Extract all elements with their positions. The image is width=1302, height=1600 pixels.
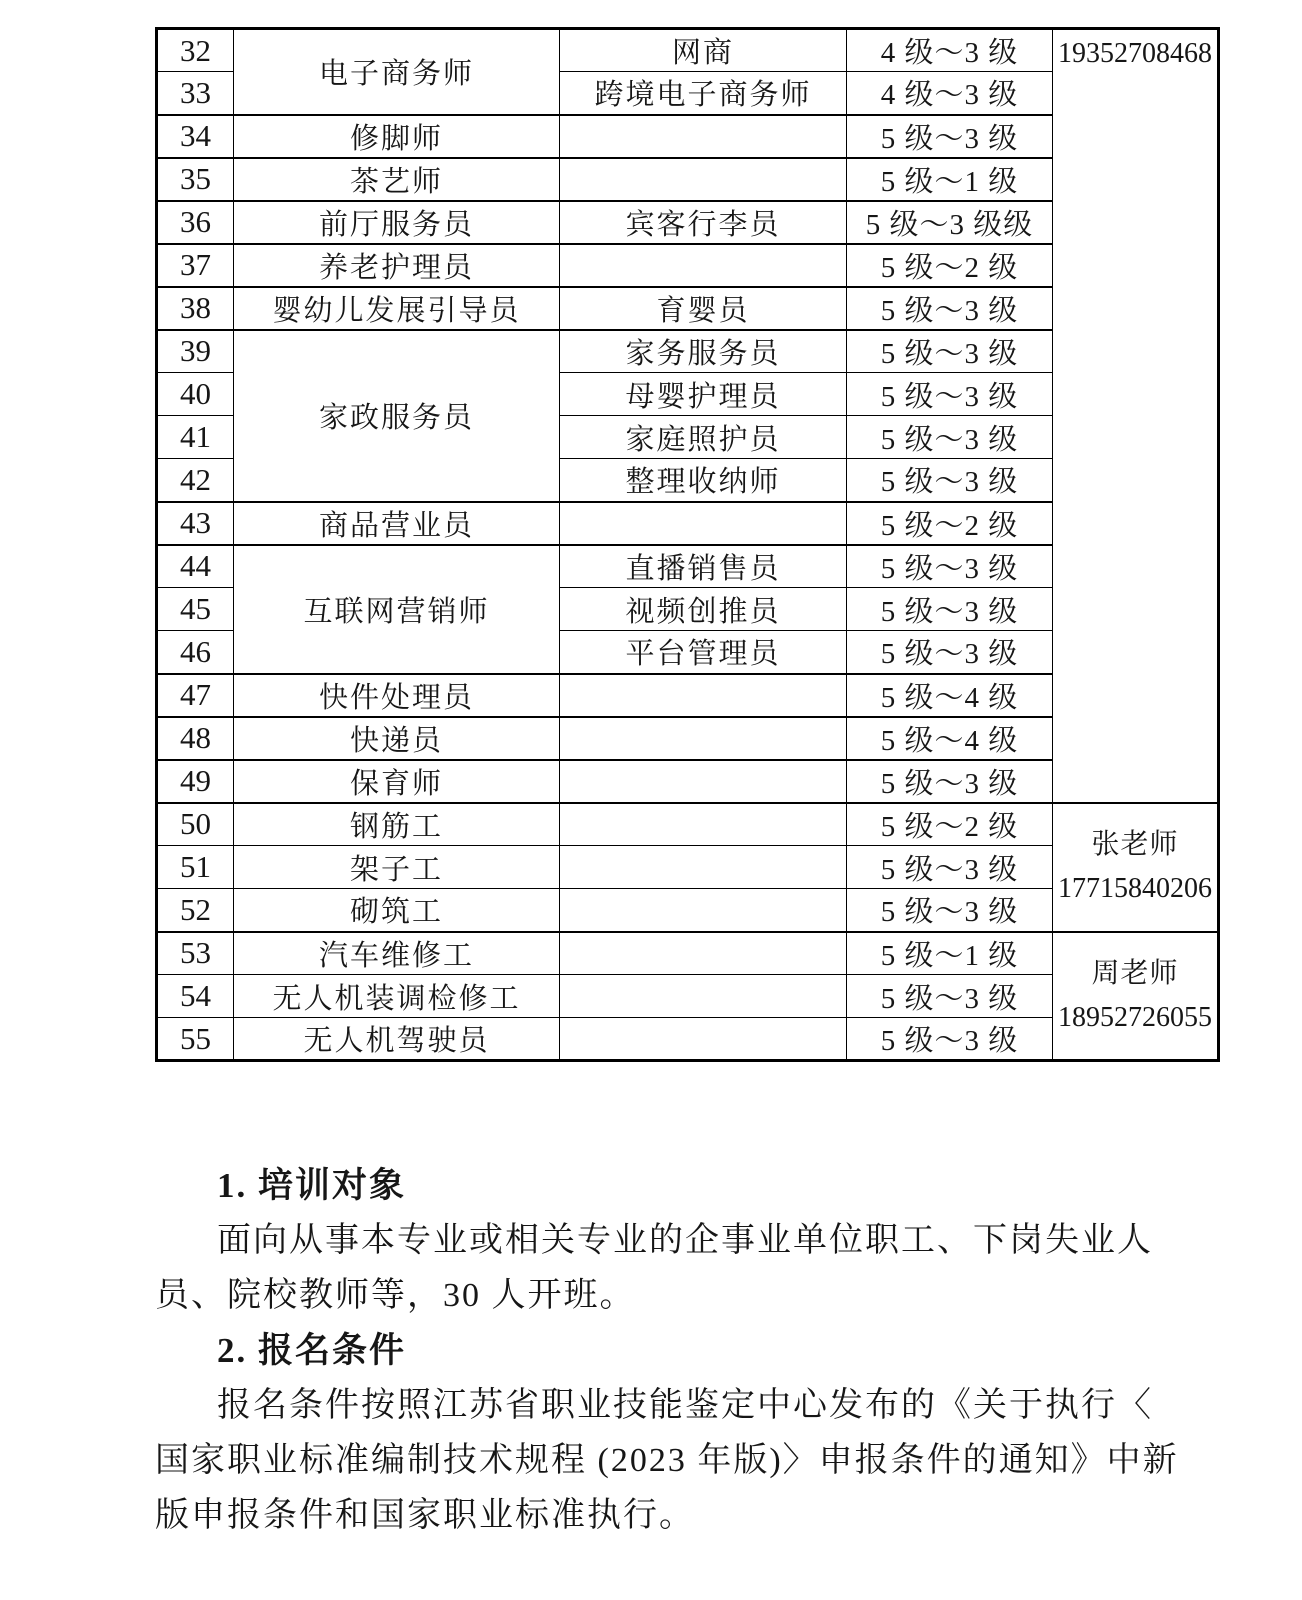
contact-name: 张老师 — [1091, 829, 1179, 860]
row-number-cell: 52 — [157, 889, 234, 932]
row-number-cell: 43 — [157, 502, 234, 545]
sub-occupation-cell: 跨境电子商务师 — [560, 72, 847, 115]
sub-occupation-cell: 网商 — [560, 29, 847, 72]
sub-occupation-cell — [560, 1018, 847, 1061]
level-cell: 5 级～3 级 — [847, 287, 1053, 330]
row-number-cell: 55 — [157, 1018, 234, 1061]
row-number-cell: 48 — [157, 717, 234, 760]
sub-occupation-cell: 宾客行李员 — [560, 201, 847, 244]
sub-occupation-cell — [560, 760, 847, 803]
level-cell: 5 级～3 级级 — [847, 201, 1053, 244]
row-number-cell: 34 — [157, 115, 234, 158]
level-cell: 5 级～3 级 — [847, 115, 1053, 158]
sub-occupation-cell: 育婴员 — [560, 287, 847, 330]
occupation-cell: 无人机驾驶员 — [234, 1018, 560, 1061]
row-number-cell: 32 — [157, 29, 234, 72]
sub-occupation-cell — [560, 502, 847, 545]
contact-name: 周老师 — [1091, 957, 1179, 989]
level-cell: 5 级～3 级 — [847, 459, 1053, 502]
row-number-cell: 50 — [157, 803, 234, 846]
sub-occupation-cell: 直播销售员 — [560, 545, 847, 588]
sub-occupation-cell — [560, 158, 847, 201]
row-number-cell: 46 — [157, 631, 234, 674]
sub-occupation-cell — [560, 244, 847, 287]
level-cell: 5 级～3 级 — [847, 760, 1053, 803]
paragraph-line: 国家职业标准编制技术规程 (2023 年版)〉申报条件的通知》中新 — [155, 1442, 1179, 1479]
level-cell: 5 级～2 级 — [847, 803, 1053, 846]
occupation-cell: 砌筑工 — [234, 889, 560, 932]
contact-cell — [1053, 803, 1219, 932]
sub-occupation-cell — [560, 717, 847, 760]
row-number-cell: 37 — [157, 244, 234, 287]
level-cell: 5 级～2 级 — [847, 502, 1053, 545]
sub-occupation-cell: 家务服务员 — [560, 330, 847, 373]
occupation-cell: 前厅服务员 — [234, 201, 560, 244]
sub-occupation-cell — [560, 975, 847, 1018]
row-number-cell: 51 — [157, 846, 234, 889]
level-cell: 5 级～3 级 — [847, 975, 1053, 1018]
level-cell: 5 级～3 级 — [847, 373, 1053, 416]
level-cell: 5 级～3 级 — [847, 1018, 1053, 1061]
level-cell: 5 级～1 级 — [847, 158, 1053, 201]
row-number-cell: 40 — [157, 373, 234, 416]
level-cell: 5 级～4 级 — [847, 674, 1053, 717]
occupation-cell: 互联网营销师 — [234, 545, 560, 674]
level-cell: 5 级～3 级 — [847, 588, 1053, 631]
occupation-cell: 婴幼儿发展引导员 — [234, 287, 560, 330]
table-row — [157, 29, 1219, 72]
level-cell: 5 级～3 级 — [847, 330, 1053, 373]
level-cell: 5 级～1 级 — [847, 932, 1053, 975]
sub-occupation-cell — [560, 674, 847, 717]
section-2-heading: 2. 报名条件 — [217, 1331, 407, 1370]
level-cell: 5 级～4 级 — [847, 717, 1053, 760]
occupation-cell: 修脚师 — [234, 115, 560, 158]
occupation-cell: 无人机装调检修工 — [234, 975, 560, 1018]
sub-occupation-cell — [560, 803, 847, 846]
level-cell: 5 级～3 级 — [847, 889, 1053, 932]
row-number-cell: 44 — [157, 545, 234, 588]
occupation-cell: 快递员 — [234, 717, 560, 760]
level-cell: 5 级～3 级 — [847, 631, 1053, 674]
sub-occupation-cell — [560, 932, 847, 975]
occupation-cell: 保育师 — [234, 760, 560, 803]
level-cell: 5 级～2 级 — [847, 244, 1053, 287]
occupation-cell: 汽车维修工 — [234, 932, 560, 975]
contact-phone: 17715840206 — [1058, 873, 1212, 904]
row-number-cell: 35 — [157, 158, 234, 201]
sub-occupation-cell: 视频创推员 — [560, 588, 847, 631]
contact-phone: 18952726055 — [1058, 1001, 1212, 1033]
paragraph-line: 面向从事本专业或相关专业的企事业单位职工、下岗失业人 — [217, 1222, 1153, 1259]
level-cell: 5 级～3 级 — [847, 545, 1053, 588]
sub-occupation-cell — [560, 115, 847, 158]
occupation-cell: 商品营业员 — [234, 502, 560, 545]
row-number-cell: 53 — [157, 932, 234, 975]
sub-occupation-cell — [560, 846, 847, 889]
sub-occupation-cell: 平台管理员 — [560, 631, 847, 674]
paragraph-line: 版申报条件和国家职业标准执行。 — [155, 1497, 695, 1534]
section-1-heading: 1. 培训对象 — [217, 1166, 407, 1205]
occupation-cell: 家政服务员 — [234, 330, 560, 502]
row-number-cell: 36 — [157, 201, 234, 244]
paragraph-line: 报名条件按照江苏省职业技能鉴定中心发布的《关于执行〈 — [217, 1387, 1153, 1424]
row-number-cell: 41 — [157, 416, 234, 459]
contact-cell — [1053, 932, 1219, 1061]
row-number-cell: 45 — [157, 588, 234, 631]
row-number-cell: 33 — [157, 72, 234, 115]
sub-occupation-cell: 家庭照护员 — [560, 416, 847, 459]
sub-occupation-cell — [560, 889, 847, 932]
level-cell: 5 级～3 级 — [847, 416, 1053, 459]
row-number-cell: 54 — [157, 975, 234, 1018]
row-number-cell: 47 — [157, 674, 234, 717]
paragraph-line: 员、院校教师等，30 人开班。 — [155, 1277, 636, 1314]
occupation-cell: 电子商务师 — [234, 29, 560, 115]
table-row — [157, 803, 1219, 846]
level-cell: 4 级～3 级 — [847, 29, 1053, 72]
training-occupations-table — [155, 27, 1220, 1062]
row-number-cell: 38 — [157, 287, 234, 330]
occupation-cell: 快件处理员 — [234, 674, 560, 717]
level-cell: 4 级～3 级 — [847, 72, 1053, 115]
contact-cell — [1053, 29, 1219, 803]
occupation-cell: 茶艺师 — [234, 158, 560, 201]
occupation-cell: 架子工 — [234, 846, 560, 889]
occupation-cell: 养老护理员 — [234, 244, 560, 287]
row-number-cell: 49 — [157, 760, 234, 803]
sub-occupation-cell: 整理收纳师 — [560, 459, 847, 502]
row-number-cell: 39 — [157, 330, 234, 373]
table-row — [157, 932, 1219, 975]
row-number-cell: 42 — [157, 459, 234, 502]
sub-occupation-cell: 母婴护理员 — [560, 373, 847, 416]
level-cell: 5 级～3 级 — [847, 846, 1053, 889]
notes-section — [155, 1158, 1179, 1543]
contact-phone: 19352708468 — [1058, 38, 1212, 69]
occupation-cell: 钢筋工 — [234, 803, 560, 846]
